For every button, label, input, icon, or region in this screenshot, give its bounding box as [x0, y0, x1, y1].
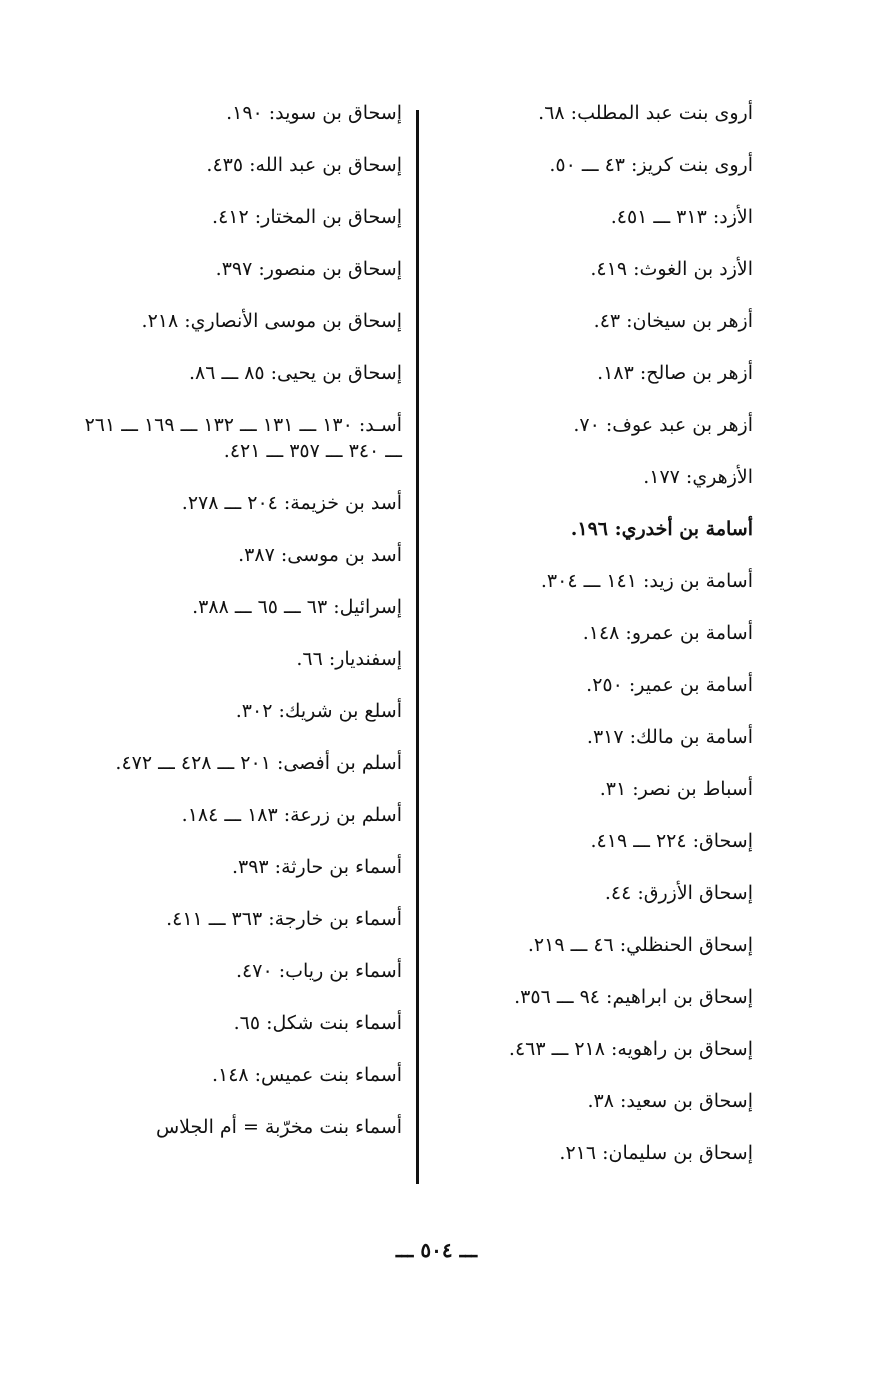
index-column-right: [440, 100, 753, 1192]
index-entry: إسحاق بن المختار: ٤١٢.: [212, 206, 402, 228]
column-divider: [416, 110, 419, 1184]
index-entry: إسحاق بن ابراهيم: ٩٤ ـــ ٣٥٦.: [514, 986, 753, 1008]
index-entry: أسامة بن زيد: ١٤١ ـــ ٣٠٤.: [540, 570, 753, 592]
index-entry: إسحاق بن سليمان: ٢١٦.: [559, 1142, 753, 1164]
index-entry: أسامة بن عمير: ٢٥٠.: [586, 674, 753, 696]
index-entry: إسحاق الأزرق: ٤٤.: [604, 882, 753, 904]
index-entry: إسحاق بن راهويه: ٢١٨ ـــ ٤٦٣.: [508, 1038, 753, 1060]
index-entry: إسرائيل: ٦٣ ـــ ٦٥ ـــ ٣٨٨.: [192, 596, 402, 618]
index-entry: أسماء بن رياب: ٤٧٠.: [236, 960, 402, 982]
index-entry: الأزد بن الغوث: ٤١٩.: [590, 258, 753, 280]
index-column-left: [80, 100, 402, 1166]
index-entry: أزهر بن سيخان: ٤٣.: [593, 310, 753, 332]
index-entry: أسامة بن مالك: ٣١٧.: [586, 726, 753, 748]
index-entry: أروى بنت كريز: ٤٣ ـــ ٥٠.: [549, 154, 753, 176]
index-entry: أسلم بن أفصى: ٢٠١ ـــ ٤٢٨ ـــ ٤٧٢.: [115, 752, 402, 774]
index-entry: أسد بن خزيمة: ٢٠٤ ـــ ٢٧٨.: [181, 492, 402, 514]
index-entry: أزهر بن صالح: ١٨٣.: [597, 362, 753, 384]
index-entry: أروى بنت عبد المطلب: ٦٨.: [538, 102, 753, 124]
index-entry: أسماء بنت مخرّبة = أم الجلاس: [155, 1116, 402, 1138]
index-entry: إسحاق بن عبد الله: ٤٣٥.: [206, 154, 402, 176]
index-entry: الأزد: ٣١٣ ـــ ٤٥١.: [610, 206, 753, 228]
index-entry: إسحاق بن موسى الأنصاري: ٢١٨.: [141, 310, 402, 332]
index-entry-bold: أسامة بن أخدري: ١٩٦.: [570, 518, 753, 540]
index-entry: إسحاق بن منصور: ٣٩٧.: [215, 258, 402, 280]
index-entry: أسباط بن نصر: ٣١.: [599, 778, 753, 800]
index-entry: الأزهري: ١٧٧.: [643, 466, 753, 488]
index-entry: إسحاق الحنظلي: ٤٦ ـــ ٢١٩.: [527, 934, 753, 956]
index-entry: أسد بن موسى: ٣٨٧.: [238, 544, 402, 566]
index-entry: أسلع بن شريك: ٣٠٢.: [235, 700, 402, 722]
index-entry: إسفنديار: ٦٦.: [296, 648, 402, 670]
index-entry: إسحاق بن سويد: ١٩٠.: [226, 102, 402, 124]
page-number: ـــ ٥٠٤ ـــ: [395, 1238, 478, 1262]
index-entry: أسلم بن زرعة: ١٨٣ ـــ ١٨٤.: [181, 804, 402, 826]
index-entry: أسماء بن حارثة: ٣٩٣.: [231, 856, 402, 878]
index-entry: أسماء بن خارجة: ٣٦٣ ـــ ٤١١.: [166, 908, 402, 930]
index-entry: أسامة بن عمرو: ١٤٨.: [582, 622, 753, 644]
index-entry: أسماء بنت شكل: ٦٥.: [233, 1012, 402, 1034]
index-entry: إسحاق بن سعيد: ٣٨.: [587, 1090, 753, 1112]
index-entry: إسحاق بن يحيى: ٨٥ ـــ ٨٦.: [188, 362, 402, 384]
index-entry: أسماء بنت عميس: ١٤٨.: [211, 1064, 402, 1086]
index-entry-multiline: أسـد: ١٣٠ ـــ ١٣١ ـــ ١٣٢ ـــ ١٦٩ ـــ ٢٦١ ـــ ٣٤٠ ـــ ٣٥٧ ـــ ٤٢١.: [84, 414, 402, 462]
index-entry: إسحاق: ٢٢٤ ـــ ٤١٩.: [590, 830, 753, 852]
index-entry: أزهر بن عبد عوف: ٧٠.: [573, 414, 753, 436]
